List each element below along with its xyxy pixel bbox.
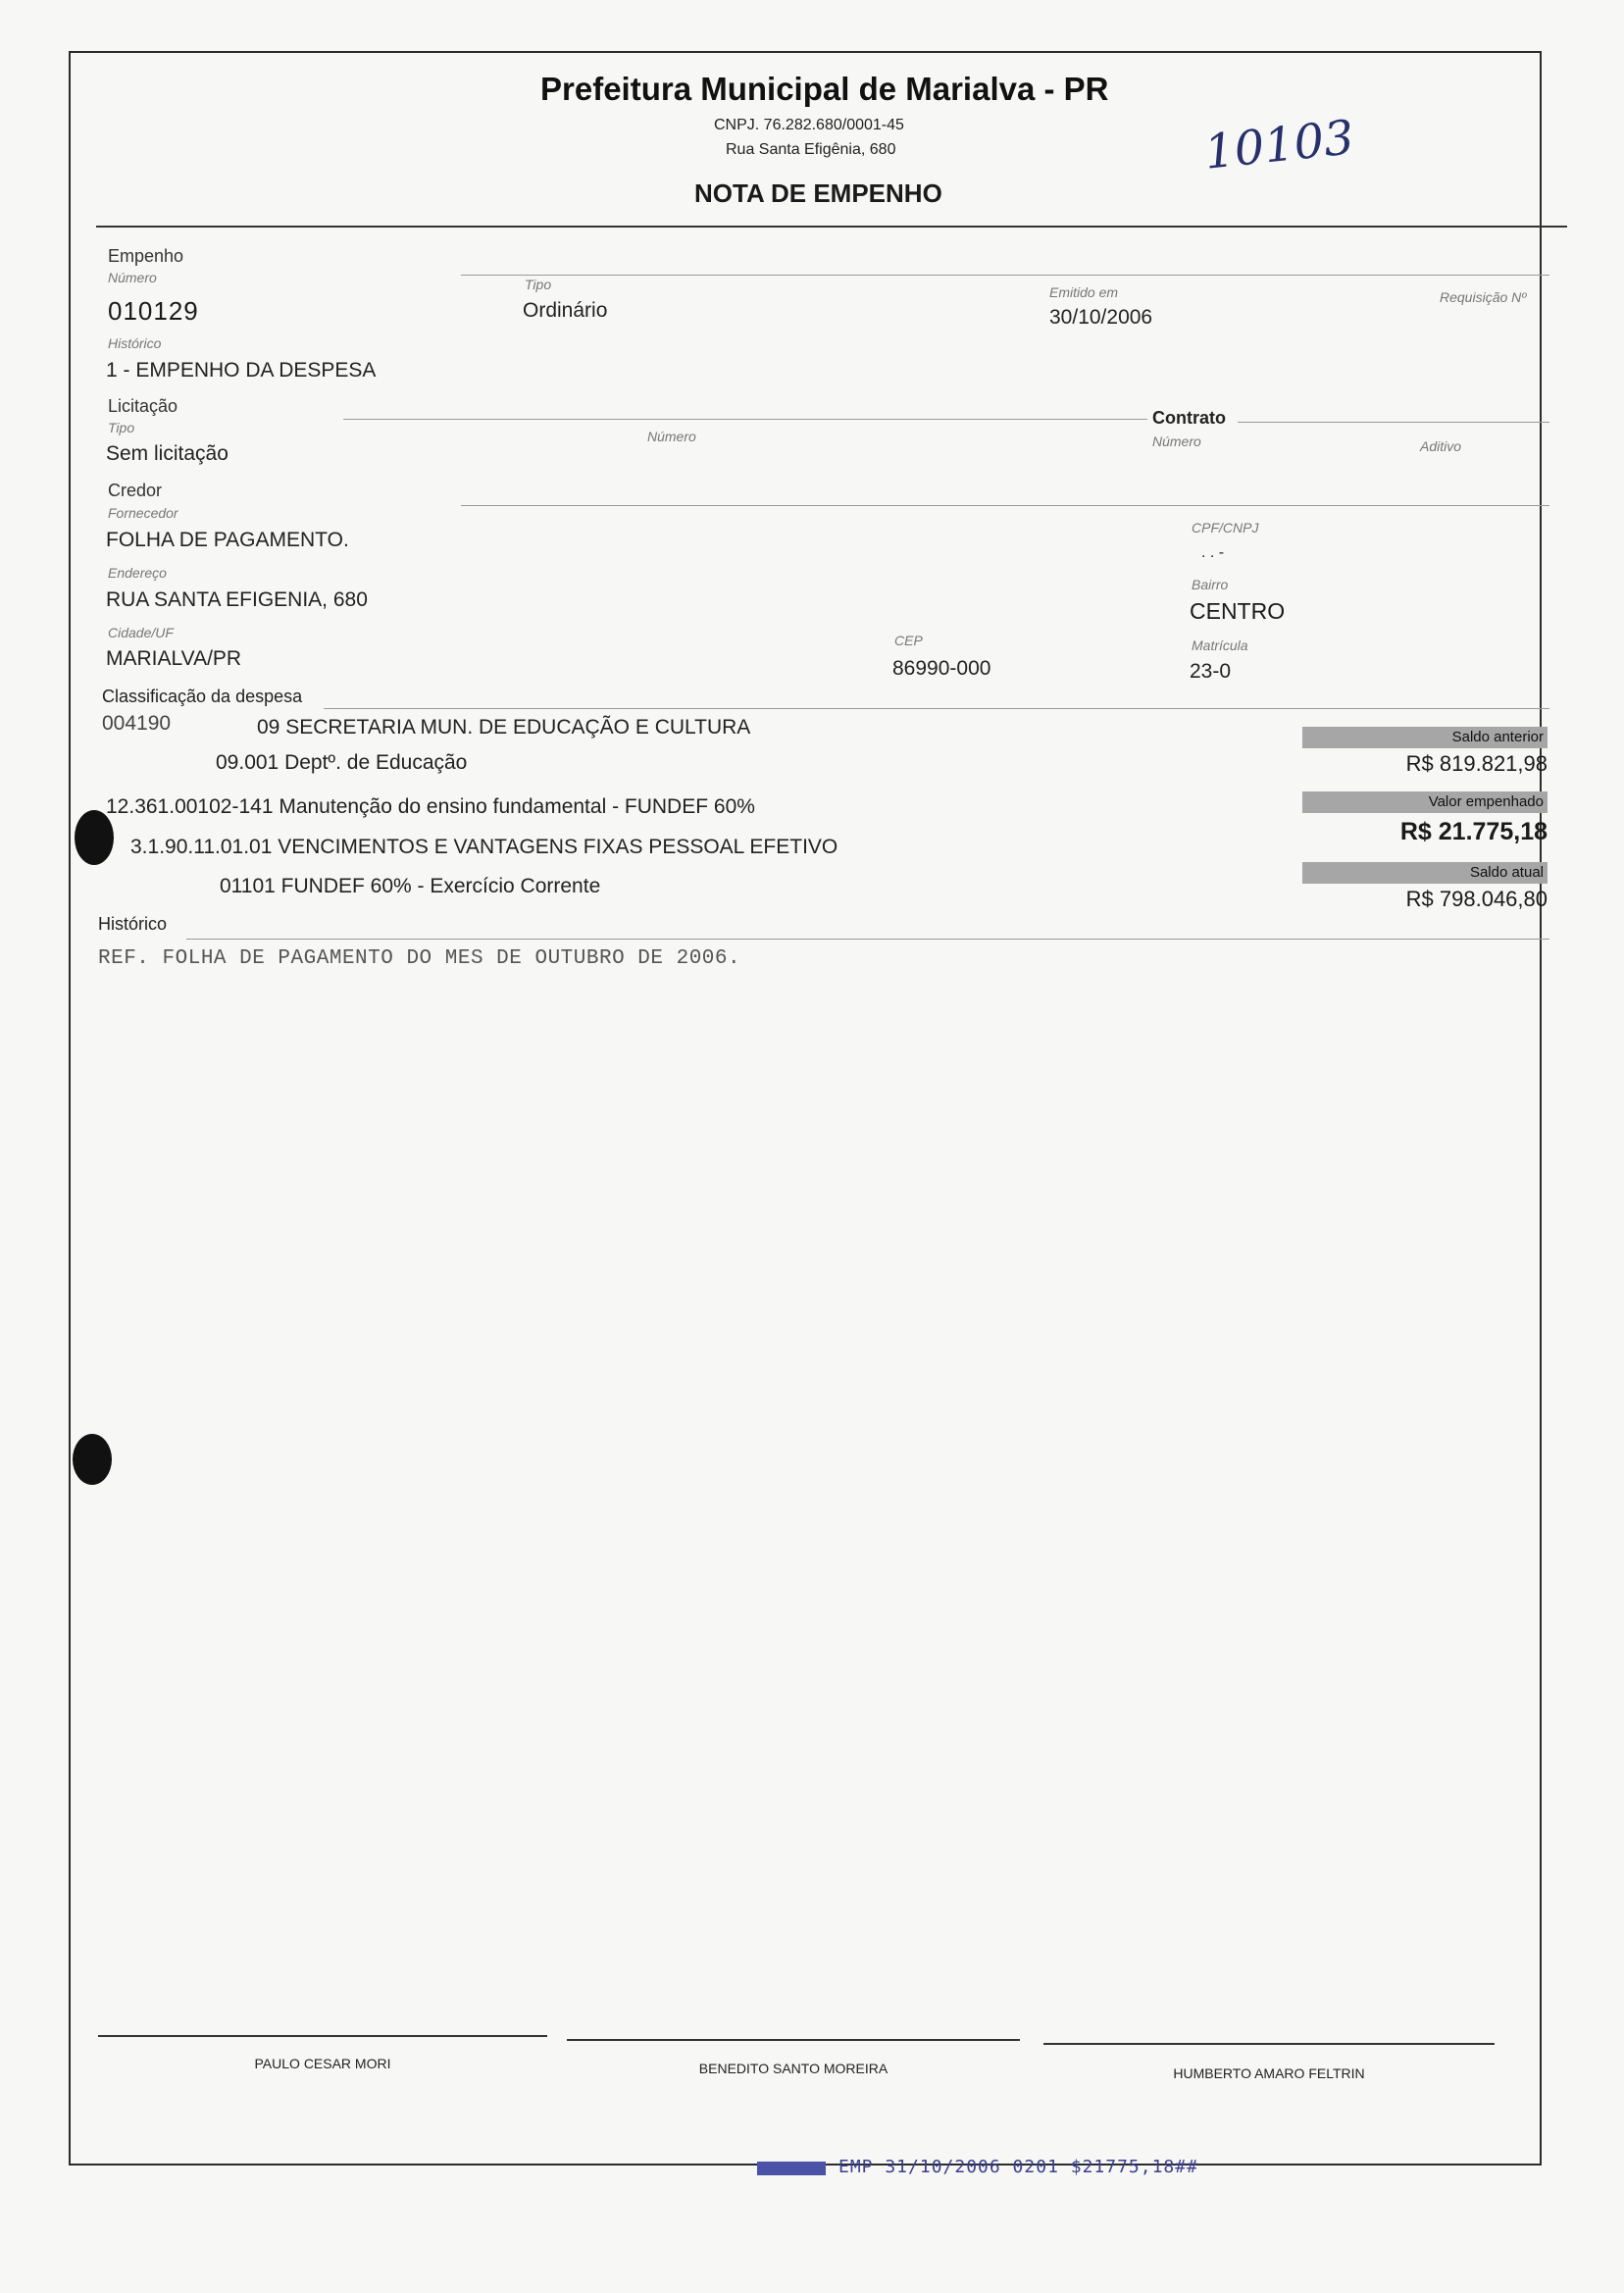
divider	[343, 419, 1147, 420]
matricula-label: Matrícula	[1192, 637, 1248, 653]
cep-value: 86990-000	[892, 657, 991, 680]
valor-empenhado-label: Valor empenhado	[1302, 791, 1548, 813]
bairro-label: Bairro	[1192, 577, 1229, 592]
classificacao-elemento: 3.1.90.11.01.01 VENCIMENTOS E VANTAGENS FIXAS PESSOAL EFETIVO	[130, 836, 838, 858]
empenho-historico-label: Histórico	[108, 335, 162, 351]
divider	[1238, 422, 1549, 423]
signature-line	[1043, 2043, 1495, 2045]
punch-hole	[73, 1434, 112, 1485]
header-separator	[96, 226, 1567, 228]
cep-label: CEP	[894, 633, 923, 648]
cpf-cnpj-value: . . -	[1201, 544, 1225, 561]
licitacao-numero-label: Número	[647, 429, 696, 444]
handwritten-number: 10103	[1201, 110, 1357, 180]
licitacao-section-label: Licitação	[108, 396, 178, 416]
saldo-anterior-label: Saldo anterior	[1302, 727, 1548, 748]
divider	[324, 708, 1549, 709]
empenho-section-label: Empenho	[108, 246, 184, 266]
endereco-value: RUA SANTA EFIGENIA, 680	[106, 588, 368, 611]
fornecedor-label: Fornecedor	[108, 505, 178, 521]
signature-line	[567, 2039, 1020, 2041]
empenho-numero-label: Número	[108, 270, 157, 285]
signature-name: PAULO CESAR MORI	[254, 2056, 391, 2071]
signature-name: HUMBERTO AMARO FELTRIN	[1173, 2065, 1365, 2081]
saldo-atual-label: Saldo atual	[1302, 862, 1548, 884]
valor-empenhado-value: R$ 21.775,18	[1399, 818, 1548, 845]
historico-section-label: Histórico	[98, 914, 168, 934]
address-text: Rua Santa Efigênia, 680	[726, 141, 896, 158]
document-title: NOTA DE EMPENHO	[694, 178, 942, 208]
divider	[461, 505, 1549, 506]
matricula-value: 23-0	[1190, 660, 1232, 683]
fornecedor-value: FOLHA DE PAGAMENTO.	[106, 529, 349, 551]
empenho-tipo: Ordinário	[523, 299, 608, 322]
signature-name: BENEDITO SANTO MOREIRA	[698, 2061, 888, 2076]
empenho-numero: 010129	[108, 296, 199, 326]
signature-line	[98, 2035, 547, 2037]
contrato-numero-label: Número	[1152, 433, 1201, 449]
classificacao-section-label: Classificação da despesa	[102, 687, 303, 706]
classificacao-fonte: 01101 FUNDEF 60% - Exercício Corrente	[220, 875, 601, 897]
empenho-historico: 1 - EMPENHO DA DESPESA	[106, 359, 377, 382]
saldo-anterior-value: R$ 819.821,98	[1405, 751, 1548, 776]
cpf-cnpj-label: CPF/CNPJ	[1192, 520, 1259, 535]
footer-stamp: EMP 31/10/2006 0201 $21775,18##	[838, 2157, 1198, 2177]
divider	[186, 939, 1549, 940]
cidade-value: MARIALVA/PR	[106, 647, 242, 670]
punch-hole	[75, 810, 114, 865]
classificacao-programa: 12.361.00102-141 Manutenção do ensino fundamental - FUNDEF 60%	[106, 795, 755, 818]
credor-section-label: Credor	[108, 481, 163, 500]
emitido-label: Emitido em	[1049, 284, 1119, 300]
contrato-aditivo-label: Aditivo	[1420, 438, 1462, 454]
cnpj-text: CNPJ. 76.282.680/0001-45	[714, 117, 904, 133]
cidade-label: Cidade/UF	[108, 625, 174, 640]
empenho-tipo-label: Tipo	[525, 277, 552, 292]
saldo-atual-value: R$ 798.046,80	[1405, 887, 1548, 911]
divider	[461, 275, 1549, 276]
bairro-value: CENTRO	[1190, 598, 1286, 624]
historico-text: REF. FOLHA DE PAGAMENTO DO MES DE OUTUBRO DE 2006.	[98, 947, 741, 970]
classificacao-orgao: 09 SECRETARIA MUN. DE EDUCAÇÃO E CULTURA	[257, 716, 751, 739]
classificacao-unidade: 09.001 Deptº. de Educação	[216, 751, 468, 774]
emitido-date: 30/10/2006	[1049, 306, 1153, 329]
licitacao-tipo: Sem licitação	[106, 442, 228, 465]
requisicao-label: Requisição Nº	[1440, 289, 1527, 305]
contrato-section-label: Contrato	[1152, 408, 1226, 428]
stamp-mark	[757, 2162, 826, 2175]
licitacao-tipo-label: Tipo	[108, 420, 135, 435]
classificacao-codigo: 004190	[102, 712, 172, 735]
endereco-label: Endereço	[108, 565, 167, 581]
municipality-title: Prefeitura Municipal de Marialva - PR	[540, 71, 1109, 107]
